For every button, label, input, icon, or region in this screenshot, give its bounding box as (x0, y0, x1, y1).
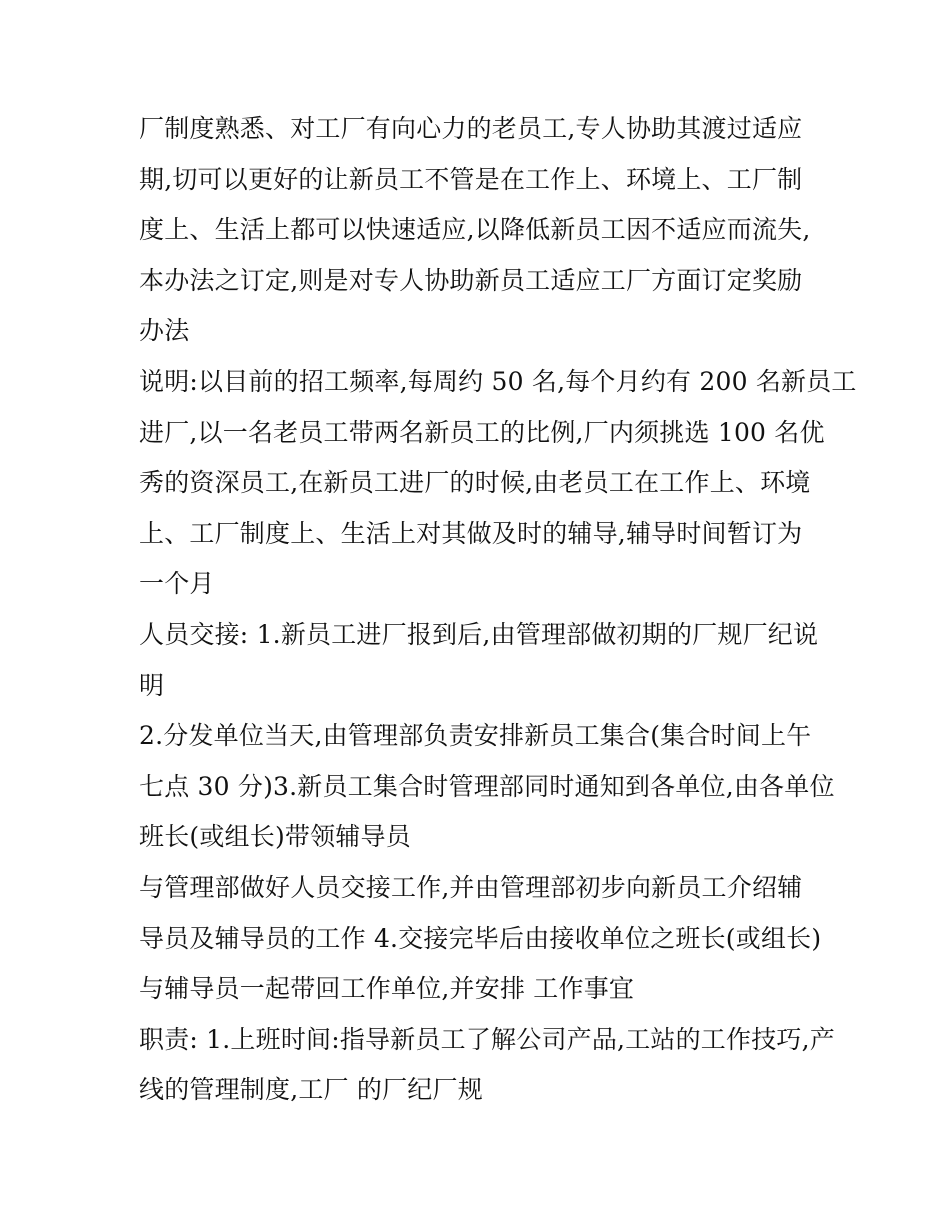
text-line: 厂制度熟悉、对工厂有向心力的老员工,专人协助其渡过适应 (139, 114, 803, 143)
text-line: 人员交接: 1.新员工进厂报到后,由管理部做初期的厂规厂纪说 (139, 619, 819, 649)
text-line: 线的管理制度,工厂 的厂纪厂规 (139, 1075, 483, 1105)
text-line: 本办法之订定,则是对专人协助新员工适应工厂方面订定奖励 (139, 265, 803, 295)
text-line: 进厂,以一名老员工带两名新员工的比例,厂内须挑选 100 名优 (139, 417, 825, 447)
text-line: 导员及辅导员的工作 4.交接完毕后由接收单位之班长(或组长) (139, 923, 822, 953)
document-body (139, 104, 857, 1116)
text-line: 班长(或组长)带领辅导员 (139, 822, 411, 852)
text-line: 一个月 (139, 569, 215, 599)
text-line: 职责: 1.上班时间:指导新员工了解公司产品,工站的工作技巧,产 (139, 1024, 835, 1054)
text-line: 与辅导员一起带回工作单位,并安排 工作事宜 (139, 974, 635, 1004)
text-line: 办法 (139, 316, 190, 346)
text-line: 期,切可以更好的让新员工不管是在工作上、环境上、工厂制 (139, 164, 803, 194)
text-line: 秀的资深员工,在新员工进厂的时候,由老员工在工作上、环境 (139, 468, 811, 498)
text-line: 七点 30 分)3.新员工集合时管理部同时通知到各单位,由各单位 (139, 771, 835, 801)
text-line: 2.分发单位当天,由管理部负责安排新员工集合(集合时间上午 (139, 721, 812, 751)
text-line: 明 (139, 670, 165, 700)
text-line: 说明:以目前的招工频率,每周约 50 名,每个月约有 200 名新员工 (139, 366, 857, 396)
text-line: 上、工厂制度上、生活上对其做及时的辅导,辅导时间暂订为 (139, 518, 803, 548)
text-line: 度上、生活上都可以快速适应,以降低新员工因不适应而流失, (139, 215, 811, 245)
text-line: 与管理部做好人员交接工作,并由管理部初步向新员工介绍辅 (139, 872, 803, 902)
